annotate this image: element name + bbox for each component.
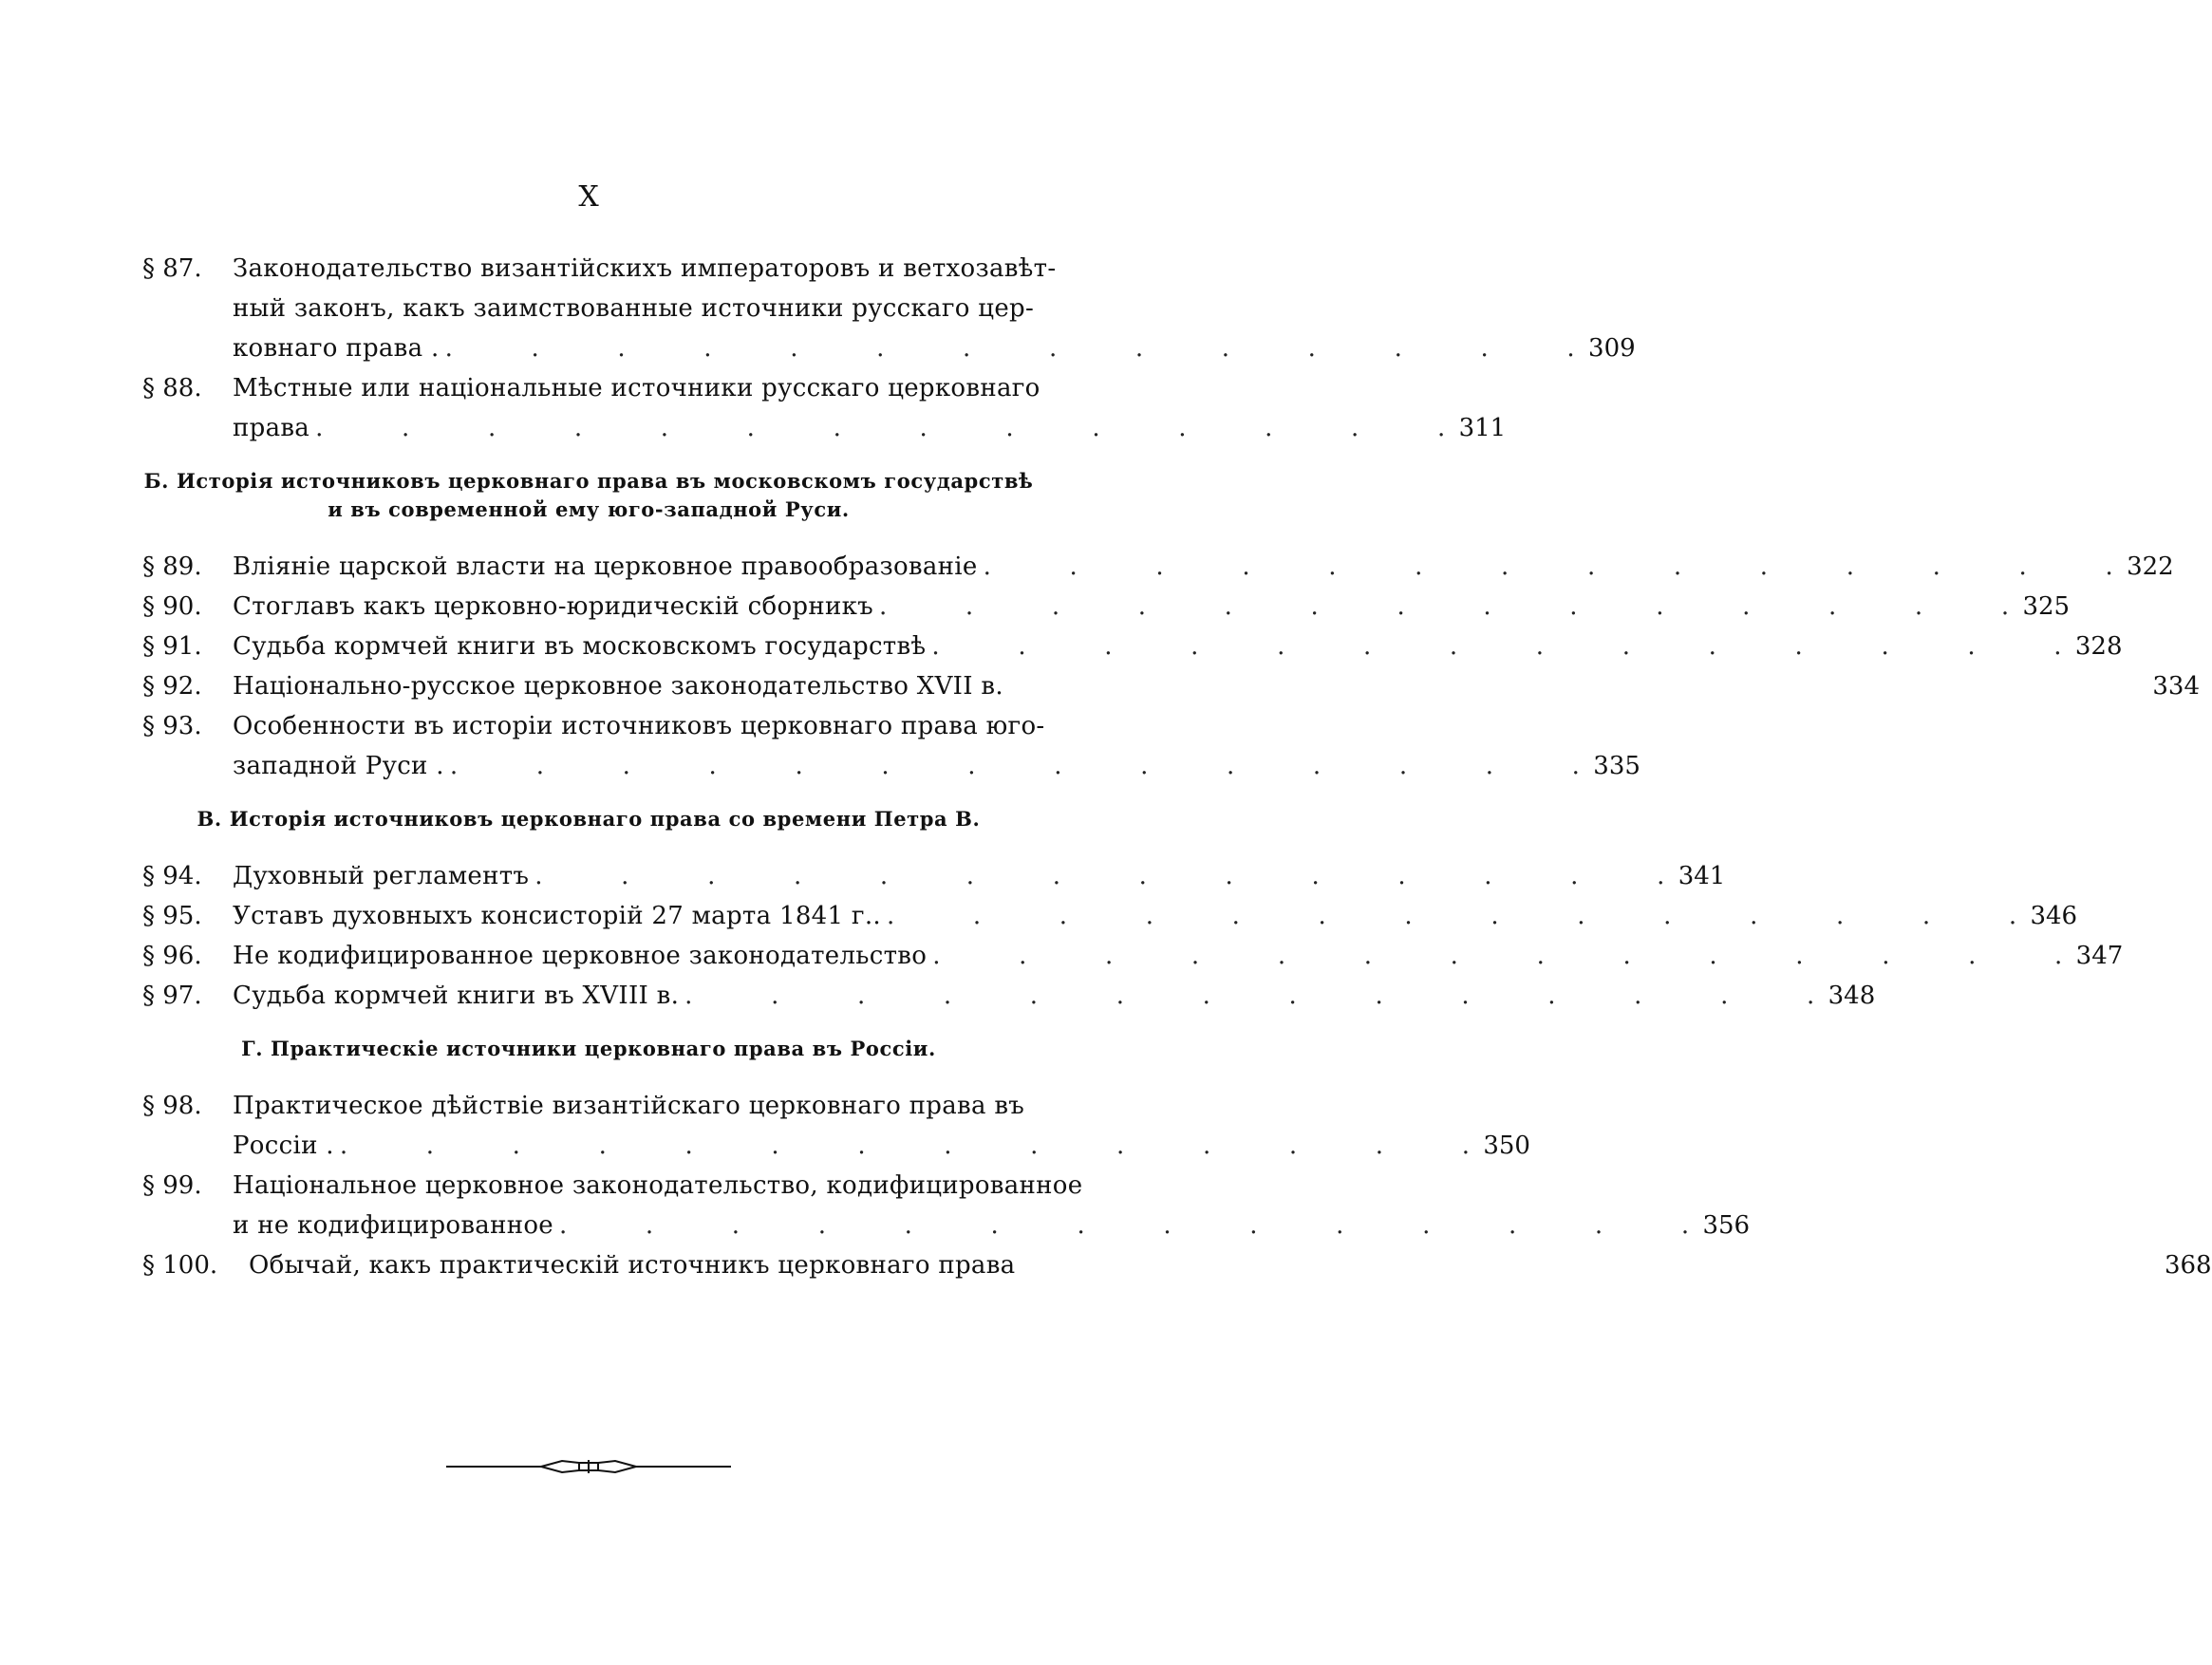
tailpiece-ornament-icon [446,1457,731,1476]
toc-entry-92 [142,666,2201,706]
table-of-contents [142,249,2212,1285]
dot-leader [529,856,1670,896]
section-number: § 94. [142,862,202,890]
dot-leader [881,896,2022,936]
page-number: 309 [1588,334,1636,363]
section-number: § 88. [142,374,202,402]
toc-entry-99 [142,1166,1751,1245]
page-number: 341 [1678,862,1726,890]
entry-title: Судьба кормчей книги въ XVIII в. [233,982,680,1010]
page-number: 346 [2030,902,2078,930]
dot-leader [444,746,1585,786]
page-number: 328 [2074,632,2123,661]
entry-title-line: Россіи . [233,1132,334,1160]
entry-title-line: Національное церковное законодательство, кодифицированное [233,1171,1083,1200]
dot-leader [873,587,2015,627]
toc-entry-100 [142,1245,2212,1285]
dot-leader [440,328,1581,368]
toc-entry-98 [142,1086,1530,1166]
entry-title: Вліяніе царской власти на церковное правообразованіе [233,552,978,581]
section-number: § 100. [142,1251,218,1280]
entry-title-line: Практическое дѣйствіе византійскаго церковнаго права въ [233,1092,1025,1120]
section-number: § 87. [142,254,202,283]
entry-title-line: ковнаго права . [233,334,440,363]
toc-entry-91 [142,627,2123,666]
entry-title: Не кодифицированное церковное законодательство [233,942,928,970]
entry-title: Національно-русское церковное законодательство XVII в. [233,672,1003,701]
page-number: 322 [2127,552,2174,581]
section-number: § 89. [142,552,202,581]
toc-entry-90 [142,587,2071,627]
dot-leader [926,627,2067,666]
toc-entry-94 [142,856,1726,896]
toc-entry-95 [142,896,2078,936]
page-number: 350 [1483,1132,1530,1160]
dot-leader [978,547,2119,587]
section-heading-g: Г. Практическіе источники церковнаго права въ Россіи. [241,1037,936,1060]
toc-entry-89 [142,547,2174,587]
entry-title: Уставъ духовныхъ консисторій 27 марта 1841 г.. [233,902,881,930]
toc-entry-93 [142,706,1640,786]
section-number: § 97. [142,982,202,1010]
section-number: § 92. [142,672,202,701]
entry-title-line: Законодательство византійскихъ императоровъ и ветхозавѣт- [233,254,1057,283]
entry-title-line: права [233,414,310,442]
section-number: § 96. [142,942,202,970]
section-number: § 91. [142,632,202,661]
page-number: 311 [1458,414,1507,442]
section-number: § 98. [142,1092,202,1120]
entry-title: Обычай, какъ практическій источникъ церковнаго права [249,1251,1016,1280]
entry-title-line: и не кодифицированное [233,1211,553,1240]
toc-entry-97 [142,976,1876,1016]
section-number: § 95. [142,902,202,930]
entry-title: Судьба кормчей книги въ московскомъ государствѣ [233,632,927,661]
toc-entry-87 [142,249,1636,368]
entry-title: Духовный регламентъ [233,862,530,890]
page-number: 356 [1702,1211,1751,1240]
toc-entry-88 [142,368,1507,448]
entry-title: Стоглавъ какъ церковно-юридическій сборникъ [233,592,873,621]
dot-leader [334,1126,1475,1166]
page-numeral: X [578,180,600,214]
dot-leader [679,976,1820,1016]
entry-title-line: Особенности въ исторіи источниковъ церковнаго права юго- [233,712,1045,740]
page-number: 325 [2022,592,2071,621]
heading-line: Б. Исторія источниковъ церковнаго права въ московскомъ государствѣ [143,469,1034,493]
entry-title-line: ный законъ, какъ заимствованные источники русскаго цер- [233,294,1035,323]
section-heading-b [142,467,1035,524]
dot-leader [309,408,1451,448]
dot-leader [553,1206,1695,1245]
section-number: § 99. [142,1171,202,1200]
page-number: 347 [2075,942,2124,970]
entry-title-line: Мѣстные или національные источники русскаго церковнаго [233,374,1040,402]
section-number: § 93. [142,712,202,740]
section-number: § 90. [142,592,202,621]
page-number: 368 [2164,1251,2212,1280]
dot-leader [927,936,2068,976]
section-heading-v: В. Исторія источниковъ церковнаго права со времени Петра В. [197,807,981,831]
entry-title-line: западной Руси . [233,752,444,780]
page-number: 334 [2152,672,2201,701]
page-number: 348 [1828,982,1876,1010]
page-number: 335 [1593,752,1640,780]
toc-entry-96 [142,936,2124,976]
heading-line: и въ современной ему юго-западной Руси. [328,497,850,521]
